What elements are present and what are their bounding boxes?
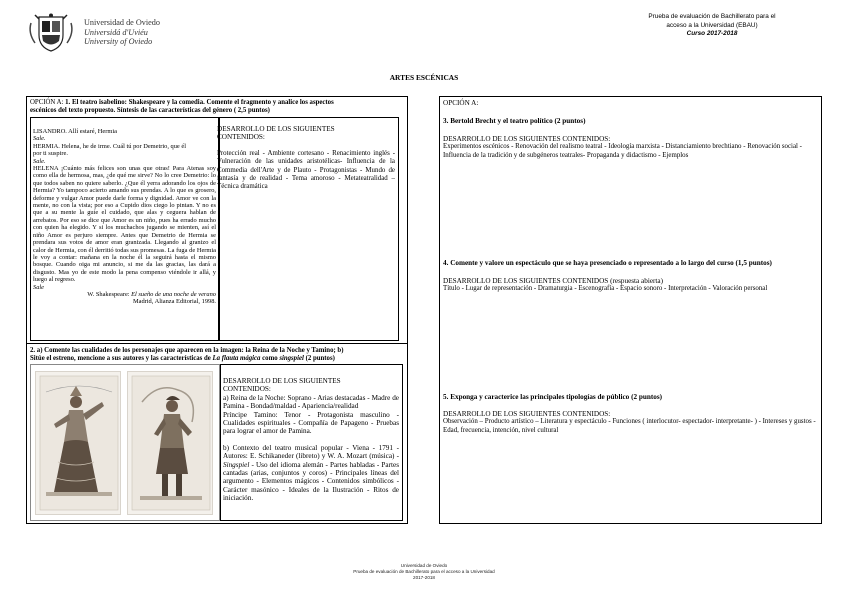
q2-contents-part-a: a) Reina de la Noche: Soprano - Arias destacadas - Madre de Pamina - Bondad/maldad - Apariencia/realidad bbox=[223, 393, 399, 411]
q2-contents-title-2: CONTENIDOS: bbox=[223, 385, 271, 394]
option-a-question-2 bbox=[30, 347, 406, 363]
footer-line-2: Prueba de evaluación de Bachillerato para el acceso a la Universidad bbox=[353, 569, 495, 574]
university-name-ast: Universidá d'Uviéu bbox=[84, 27, 148, 37]
q1-line-1: OPCIÓN A: 1. El teatro isabelino: Shakespeare y la comedia. Comente el fragmento y analice los aspectos bbox=[30, 99, 334, 106]
exam-title-line2: acceso a la Universidad (EBAU) bbox=[666, 21, 758, 29]
divider bbox=[26, 343, 408, 344]
q2-contents-part-b: b) Contexto del teatro musical popular - Viena - 1791 - Autores: E. Schikaneder (libreto) y W. A. Mozart (música) - Singspiel - Uso del idioma alemán - Partes habladas - Partes cantadas (arias, conjuntos y coros) - Principales líneas del argumento - Elementos mágicos - Contenidos simbólicos - Carácter masónico - Ideales de la Ilustración - Ritos de iniciación. bbox=[223, 443, 399, 503]
q4-contents-text: Título - Lugar de representación - Dramaturgia - Escenografía - Espacio sonoro - Interpretación - Valoración personal bbox=[443, 285, 768, 293]
university-name-es: Universidad de Oviedo bbox=[84, 18, 160, 27]
q1-contents-title-1: DESARROLLO DE LOS SIGUIENTES bbox=[217, 125, 335, 133]
exam-title-line1: Prueba de evaluación de Bachillerato para el bbox=[648, 13, 776, 20]
q5-contents-text: Observación – Producto artístico – Literatura y espectáculo - Funciones ( interlocutor- espectador- interpretante- ) - Intereses y gustos - Edad, frecuencia, intención, nivel cultural bbox=[443, 418, 816, 434]
fragment-text bbox=[33, 128, 216, 306]
q2-contents bbox=[223, 377, 399, 503]
university-logo bbox=[26, 13, 76, 53]
page-footer bbox=[0, 563, 848, 581]
q1-line-2: escénicos del texto propuesto. Síntesis de las características del género ( 2,5 puntos) bbox=[30, 107, 270, 114]
q2-contents-part-a2: Príncipe Tamino: Tenor - Protagonista masculino - Cualidades espirituales - Compañía de Papageno - Pruebas para lograr el amor de Pamina. bbox=[223, 410, 399, 436]
fragment-stage-1: Sale. bbox=[33, 135, 46, 143]
fragment-line-4: por ti suspire. bbox=[33, 150, 68, 158]
fragment-line-1: LISANDRO. Allí estaré, Hermia bbox=[33, 128, 117, 135]
fragment-exit: Sale bbox=[33, 283, 45, 291]
footer-line-3: 2017-2018 bbox=[413, 575, 435, 580]
option-b-heading: OPCIÓN A: bbox=[443, 99, 479, 107]
fragment-source: W. Shakespeare: El sueño de una noche de verano bbox=[87, 290, 216, 298]
option-a-heading: OPCIÓN A: bbox=[30, 99, 64, 106]
fragment-stage-2: Sale. bbox=[33, 157, 46, 165]
q4-title: 4. Comente y valore un espectáculo que se haya presenciado o representado a lo largo del curso (1,5 puntos) bbox=[443, 259, 772, 267]
q4-contents-title: DESARROLLO DE LOS SIGUIENTES CONTENIDOS (respuesta abierta) bbox=[443, 277, 663, 285]
q1-contents-title-2: CONTENIDOS: bbox=[217, 133, 265, 142]
option-a-question-1 bbox=[30, 99, 406, 115]
crest-icon bbox=[26, 13, 76, 53]
q4-contents bbox=[443, 277, 817, 294]
illustration-tamino bbox=[127, 371, 213, 515]
queen-of-night-figure-icon bbox=[36, 372, 122, 516]
q5-contents-title: DESARROLLO DE LOS SIGUIENTES CONTENIDOS: bbox=[443, 410, 611, 418]
course-label: Curso 2017-2018 bbox=[686, 30, 738, 38]
q2-line-2: Sitúe el estreno, mencione a sus autores y las características de La flauta mágica como singspiel (2 puntos) bbox=[30, 355, 335, 362]
q2-contents-title-1: DESARROLLO DE LOS SIGUIENTES bbox=[223, 377, 341, 385]
fragment-publisher: Madrid, Alianza Editorial, 1998. bbox=[132, 298, 216, 306]
q5-title: 5. Exponga y caracterice las principales tipologías de público (2 puntos) bbox=[443, 393, 663, 401]
university-name-en: University of Oviedo bbox=[84, 37, 153, 47]
q3-contents-title: DESARROLLO DE LOS SIGUIENTES CONTENIDOS: bbox=[443, 135, 611, 143]
university-name bbox=[84, 18, 160, 47]
q1-contents bbox=[217, 125, 395, 192]
illustration-reina-de-la-noche bbox=[35, 371, 121, 515]
q3-title: 3. Bertold Brecht y el teatro político (2 puntos) bbox=[443, 117, 586, 125]
q2-line-1: 2. a) Comente las cualidades de los personajes que aparecen en la imagen: la Reina de la Noche y Tamino; b) bbox=[30, 347, 344, 354]
q5-contents bbox=[443, 410, 817, 435]
fragment-line-3: HERMIA. Helena, he de irme. Cuál tú por Demetrio, que él bbox=[33, 142, 186, 150]
q3-contents-text: Experimentos escénicos - Renovación del realismo teatral - Ideología marxista - Distanciamiento brechtiano - Renovación social - Influencia de la tradición y de subgéneros teatrales- Propaganda y didactismo - Ejemplos bbox=[443, 143, 802, 159]
q1-contents-text: Protección real - Ambiente cortesano - Renacimiento inglés - Vulneración de las unidades aristotélicas- Influencia de la Commedia dell'Arte y de Plauto - Protagonistas - Mundo de fantasía y de realidad - Tema amoroso - Metateatralidad – Técnica dramática bbox=[217, 149, 395, 191]
footer-line-1: Universidad de Oviedo bbox=[400, 563, 448, 568]
exam-header bbox=[602, 13, 822, 39]
tamino-figure-icon bbox=[128, 372, 214, 516]
page-title: ARTES ESCÉNICAS bbox=[389, 73, 459, 82]
q3-contents bbox=[443, 135, 817, 160]
fragment-body: HELENA ¡Cuánto más felices son unas que otras! Para Atenas soy como ella de hermosa, mas, ¿de qué me sirve? No lo cree Demetrio: lo que todos saben no quiere saberlo. ¿Que él yerra adorando los ojos de Hermia? Yo tampoco acierto amando sus prendas. A lo que es grosero, deforme y vulgar Amor puede darle forma y dignidad. Amor ve con la mente, no con la vista; por eso a Cupido dios ciego lo pintan. Y no es que a su mente la guíe el cuidado, que alas y ceguera hablan de arrebatos. Por eso se dice que Amor es un niño, pues ha errado mucho con quien ha elegido. Y si los muchachos jugando se mienten, así el niño Amor es perjuro siempre. Antes que Demetrio de Hermia se prendara sus votos de amor eran granizada. Llegando al granizo el calor de Hermia, con él derritió todas sus promesas. La fuga de Hermia le voy a contar: mañana en la noche él la seguirá hasta el mismo bosque. Cuando oiga mi anuncio, si me da las gracias, las dará a disgusto. Mas yo de este modo la pena compenso viéndole ir allá, y luego al regreso. bbox=[33, 165, 216, 284]
